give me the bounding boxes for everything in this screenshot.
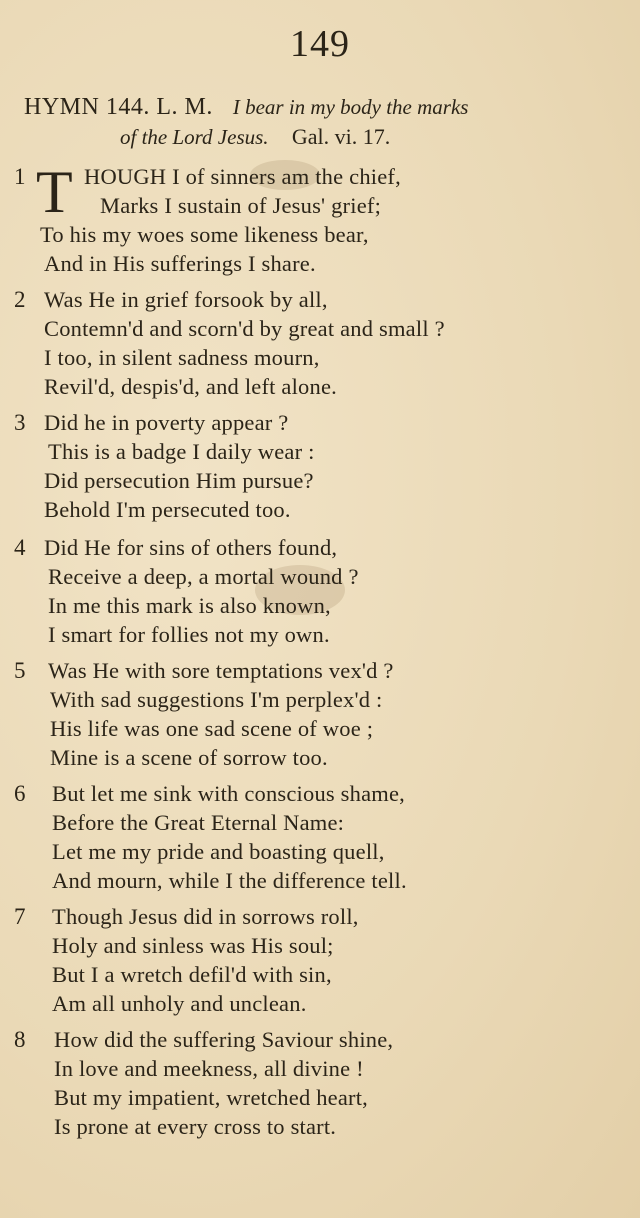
hymn-title: HYMN 144. L. M.: [24, 94, 213, 120]
hymn-header: [24, 94, 624, 121]
stanza-number: 3: [14, 410, 26, 435]
stanza-number: 8: [14, 1027, 26, 1052]
verse-line: I smart for follies not my own.: [48, 622, 330, 647]
verse-line: But my impatient, wretched heart,: [54, 1085, 369, 1110]
verse-line: But let me sink with conscious shame,: [52, 781, 405, 806]
verse-line: Was He with sore temptations vex'd ?: [48, 658, 394, 683]
verse-line: HOUGH I of sinners am the chief,: [84, 164, 401, 189]
verse-line: And mourn, while I the difference tell.: [52, 868, 407, 893]
verse-line: In me this mark is also known,: [48, 593, 331, 618]
stanza-number: 7: [14, 904, 26, 929]
stanza-number: 2: [14, 287, 26, 312]
verse-line: Did He for sins of others found,: [44, 535, 338, 560]
verse-line: With sad suggestions I'm perplex'd :: [50, 687, 383, 712]
scripture-reference: Gal. vi. 17.: [291, 124, 391, 149]
verse-line: And in His sufferings I share.: [44, 251, 316, 276]
verse-line: Receive a deep, a mortal wound ?: [48, 564, 359, 589]
drop-cap: T: [36, 159, 73, 225]
verse-line: But I a wretch defil'd with sin,: [52, 962, 332, 987]
verse-line: Is prone at every cross to start.: [54, 1114, 337, 1139]
stanza-number: 4: [14, 535, 26, 560]
verse-line: Before the Great Eternal Name:: [52, 810, 345, 835]
verse-line: Contemn'd and scorn'd by great and small ?: [44, 316, 445, 341]
verse-line: This is a badge I daily wear :: [48, 439, 315, 464]
stanza-number: 6: [14, 781, 26, 806]
verse-line: Mine is a scene of sorrow too.: [50, 745, 328, 770]
verse-line: I too, in silent sadness mourn,: [44, 345, 320, 370]
verse-line: His life was one sad scene of woe ;: [50, 716, 374, 741]
verse-line: Did he in poverty appear ?: [44, 410, 289, 435]
verse-line: Let me my pride and boasting quell,: [52, 839, 385, 864]
verse-line: Though Jesus did in sorrows roll,: [52, 904, 359, 929]
verse-line: Behold I'm persecuted too.: [44, 497, 291, 522]
verse-line: Revil'd, despis'd, and left alone.: [44, 374, 337, 399]
stanza-number: 5: [14, 658, 26, 683]
verse-line: To his my woes some likeness bear,: [40, 222, 369, 247]
hymn-header-continued: [120, 124, 620, 150]
verse-line: Holy and sinless was His soul;: [52, 933, 334, 958]
verse-line: Did persecution Him pursue?: [44, 468, 314, 493]
stanza-number: 1: [14, 164, 26, 189]
epigraph-part1: I bear in my body the marks: [232, 95, 469, 119]
verse-line: Am all unholy and unclean.: [52, 991, 307, 1016]
epigraph-part2: of the Lord Jesus.: [120, 125, 269, 149]
page-number: 149: [290, 23, 350, 65]
verse-line: Was He in grief forsook by all,: [44, 287, 328, 312]
verse-line: How did the suffering Saviour shine,: [54, 1027, 394, 1052]
verse-line: In love and meekness, all divine !: [54, 1056, 364, 1081]
verse-line: Marks I sustain of Jesus' grief;: [100, 193, 382, 218]
